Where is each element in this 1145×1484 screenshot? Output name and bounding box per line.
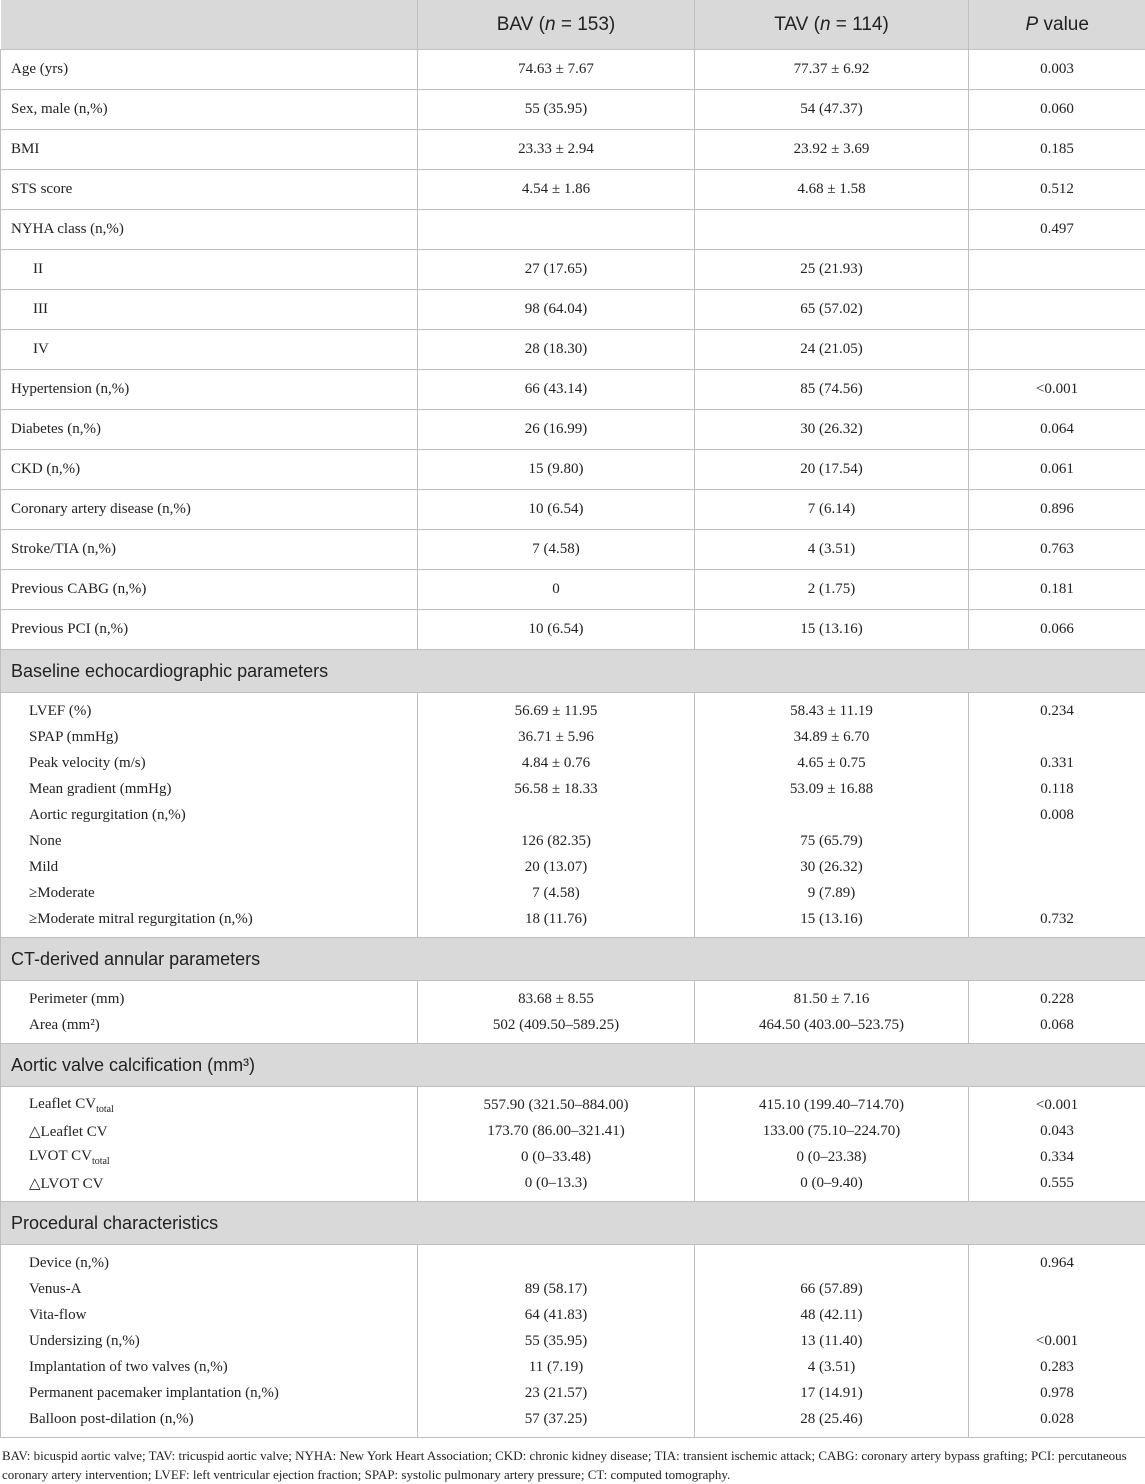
tav-value: 65 (57.02) — [695, 290, 969, 330]
row-label — [1, 828, 418, 854]
section-title: CT-derived annular parameters — [1, 938, 1145, 981]
tav-value: 15 (13.16) — [695, 610, 969, 650]
tav-value: 24 (21.05) — [695, 330, 969, 370]
p-value: 0.283 — [969, 1354, 1145, 1380]
p-value: 0.234 — [969, 698, 1145, 724]
row-label — [1, 750, 418, 776]
tav-value: 415.10 (199.40–714.70) — [695, 1092, 969, 1118]
row-label-text: ≥Moderate — [29, 885, 95, 901]
p-value: 0.061 — [969, 450, 1145, 490]
row-label — [1, 906, 418, 932]
bav-value: 98 (64.04) — [418, 290, 695, 330]
spacer-cell — [1, 1432, 418, 1438]
table-row — [1, 1092, 1145, 1118]
header-tav: TAV (n = 114) — [695, 0, 969, 50]
row-label — [1, 1092, 418, 1118]
bav-value: 4.84 ± 0.76 — [418, 750, 695, 776]
bav-value: 74.63 ± 7.67 — [418, 50, 695, 90]
table-row — [1, 698, 1145, 724]
bav-value: 18 (11.76) — [418, 906, 695, 932]
table-row — [1, 906, 1145, 932]
p-value: 0.763 — [969, 530, 1145, 570]
row-label-text: LVOT CV — [29, 1148, 92, 1164]
table-row — [1, 410, 1145, 450]
bav-value: 0 — [418, 570, 695, 610]
tav-value: 23.92 ± 3.69 — [695, 130, 969, 170]
tav-value: 2 (1.75) — [695, 570, 969, 610]
tav-value: 58.43 ± 11.19 — [695, 698, 969, 724]
p-value: 0.185 — [969, 130, 1145, 170]
row-label: Hypertension (n,%) — [1, 370, 418, 410]
row-label-text: LVEF (%) — [29, 703, 91, 719]
tav-value — [695, 802, 969, 828]
tav-value: 34.89 ± 6.70 — [695, 724, 969, 750]
p-value: 0.978 — [969, 1380, 1145, 1406]
p-value: <0.001 — [969, 1328, 1145, 1354]
bav-value: 27 (17.65) — [418, 250, 695, 290]
row-label: STS score — [1, 170, 418, 210]
row-label: Previous CABG (n,%) — [1, 570, 418, 610]
row-label-text: Undersizing (n,%) — [29, 1333, 140, 1349]
table-row — [1, 986, 1145, 1012]
table-row — [1, 250, 1145, 290]
table-row — [1, 1354, 1145, 1380]
bav-value: 4.54 ± 1.86 — [418, 170, 695, 210]
p-value — [969, 330, 1145, 370]
p-value: 0.228 — [969, 986, 1145, 1012]
bav-value: 502 (409.50–589.25) — [418, 1012, 695, 1038]
row-label-text: Peak velocity (m/s) — [29, 755, 146, 771]
p-value: <0.001 — [969, 1092, 1145, 1118]
section-title: Aortic valve calcification (mm³) — [1, 1044, 1145, 1087]
row-label — [1, 880, 418, 906]
row-label-subscript: total — [92, 1156, 110, 1167]
bav-value: 57 (37.25) — [418, 1406, 695, 1432]
row-label: Diabetes (n,%) — [1, 410, 418, 450]
table-row — [1, 1380, 1145, 1406]
p-value — [969, 854, 1145, 880]
table-row — [1, 170, 1145, 210]
tav-value: 4.65 ± 0.75 — [695, 750, 969, 776]
p-value — [969, 290, 1145, 330]
p-value: 0.896 — [969, 490, 1145, 530]
tav-value: 0 (0–9.40) — [695, 1170, 969, 1196]
tav-value: 133.00 (75.10–224.70) — [695, 1118, 969, 1144]
header-variable — [1, 0, 418, 50]
row-label-text: Permanent pacemaker implantation (n,%) — [29, 1385, 279, 1401]
table-row — [1, 1276, 1145, 1302]
tav-value: 15 (13.16) — [695, 906, 969, 932]
table-row — [1, 750, 1145, 776]
bav-value: 23 (21.57) — [418, 1380, 695, 1406]
tav-value: 4 (3.51) — [695, 1354, 969, 1380]
row-label: III — [1, 290, 418, 330]
row-label-text: Balloon post-dilation (n,%) — [29, 1411, 194, 1427]
tav-value: 4 (3.51) — [695, 530, 969, 570]
bav-value: 56.58 ± 18.33 — [418, 776, 695, 802]
tav-value: 7 (6.14) — [695, 490, 969, 530]
p-value: 0.068 — [969, 1012, 1145, 1038]
tav-value: 85 (74.56) — [695, 370, 969, 410]
p-value: 0.008 — [969, 802, 1145, 828]
row-label-text: Implantation of two valves (n,%) — [29, 1359, 228, 1375]
bav-value: 557.90 (321.50–884.00) — [418, 1092, 695, 1118]
table-row — [1, 490, 1145, 530]
tav-value: 13 (11.40) — [695, 1328, 969, 1354]
spacer-cell — [418, 1432, 695, 1438]
row-label-text: Aortic regurgitation (n,%) — [29, 807, 186, 823]
row-label-text: △Leaflet CV — [29, 1124, 108, 1140]
bav-value: 64 (41.83) — [418, 1302, 695, 1328]
tav-value: 20 (17.54) — [695, 450, 969, 490]
table-row — [1, 880, 1145, 906]
spacer-cell — [695, 1432, 969, 1438]
row-label-text: ≥Moderate mitral regurgitation (n,%) — [29, 911, 253, 927]
tav-value: 9 (7.89) — [695, 880, 969, 906]
table-row — [1, 1118, 1145, 1144]
row-label-text: Perimeter (mm) — [29, 991, 124, 1007]
section-header — [1, 938, 1145, 981]
row-label: NYHA class (n,%) — [1, 210, 418, 250]
row-label-text: Venus-A — [29, 1281, 82, 1297]
bav-value: 55 (35.95) — [418, 90, 695, 130]
table-row — [1, 610, 1145, 650]
row-label — [1, 1118, 418, 1144]
tav-value: 17 (14.91) — [695, 1380, 969, 1406]
row-label: CKD (n,%) — [1, 450, 418, 490]
bav-value: 7 (4.58) — [418, 880, 695, 906]
row-label-text: △LVOT CV — [29, 1176, 103, 1192]
table-row — [1, 1144, 1145, 1170]
tav-value: 81.50 ± 7.16 — [695, 986, 969, 1012]
bav-value: 89 (58.17) — [418, 1276, 695, 1302]
row-label — [1, 986, 418, 1012]
p-value — [969, 1302, 1145, 1328]
row-label — [1, 1380, 418, 1406]
p-value: 0.028 — [969, 1406, 1145, 1432]
tav-value: 30 (26.32) — [695, 854, 969, 880]
table-row — [1, 50, 1145, 90]
p-value: 0.066 — [969, 610, 1145, 650]
tav-value — [695, 210, 969, 250]
p-value: 0.060 — [969, 90, 1145, 130]
table-row — [1, 450, 1145, 490]
spacer-cell — [969, 1432, 1145, 1438]
row-label — [1, 802, 418, 828]
row-label: Coronary artery disease (n,%) — [1, 490, 418, 530]
table-row — [1, 130, 1145, 170]
p-value — [969, 828, 1145, 854]
row-label: Age (yrs) — [1, 50, 418, 90]
bav-value: 173.70 (86.00–321.41) — [418, 1118, 695, 1144]
table-row — [1, 854, 1145, 880]
p-value: 0.334 — [969, 1144, 1145, 1170]
spacer-row — [1, 1432, 1145, 1438]
row-label-subscript: total — [96, 1104, 114, 1115]
tav-value: 25 (21.93) — [695, 250, 969, 290]
tav-value: 4.68 ± 1.58 — [695, 170, 969, 210]
tav-value: 464.50 (403.00–523.75) — [695, 1012, 969, 1038]
p-value: 0.555 — [969, 1170, 1145, 1196]
bav-value: 56.69 ± 11.95 — [418, 698, 695, 724]
table-row — [1, 1406, 1145, 1432]
bav-value: 15 (9.80) — [418, 450, 695, 490]
tav-value: 28 (25.46) — [695, 1406, 969, 1432]
bav-value: 0 (0–33.48) — [418, 1144, 695, 1170]
tav-value: 77.37 ± 6.92 — [695, 50, 969, 90]
row-label — [1, 854, 418, 880]
row-label — [1, 698, 418, 724]
row-label — [1, 1012, 418, 1038]
tav-value: 75 (65.79) — [695, 828, 969, 854]
header-p-value: P value — [969, 0, 1145, 50]
table-row — [1, 570, 1145, 610]
row-label-text: Device (n,%) — [29, 1255, 109, 1271]
row-label: IV — [1, 330, 418, 370]
table-row — [1, 1250, 1145, 1276]
table-row — [1, 210, 1145, 250]
p-value: 0.003 — [969, 50, 1145, 90]
table-header-row — [1, 0, 1145, 50]
table-footnote: BAV: bicuspid aortic valve; TAV: tricuspid aortic valve; NYHA: New York Heart Association; CKD: chronic kidney disease; TIA: transient ischemic attack; CABG: coronary artery bypass grafting; PCI: percutaneous coronary artery intervention; LVEF: left ventricular ejection fraction; SPAP: systolic pulmonary artery pressure; CT: computed tomography. — [0, 1438, 1144, 1484]
bav-value: 23.33 ± 2.94 — [418, 130, 695, 170]
row-label-text: None — [29, 833, 62, 849]
table-row — [1, 530, 1145, 570]
table-row — [1, 330, 1145, 370]
row-label-text: SPAP (mmHg) — [29, 729, 118, 745]
p-value: 0.497 — [969, 210, 1145, 250]
bav-value: 7 (4.58) — [418, 530, 695, 570]
tav-value: 54 (47.37) — [695, 90, 969, 130]
tav-value: 53.09 ± 16.88 — [695, 776, 969, 802]
table-row — [1, 724, 1145, 750]
bav-value: 28 (18.30) — [418, 330, 695, 370]
bav-value: 20 (13.07) — [418, 854, 695, 880]
tav-value: 66 (57.89) — [695, 1276, 969, 1302]
section-header — [1, 1202, 1145, 1245]
section-header — [1, 650, 1145, 693]
row-label-text: Vita-flow — [29, 1307, 86, 1323]
table-row — [1, 1302, 1145, 1328]
p-value: 0.964 — [969, 1250, 1145, 1276]
bav-value: 11 (7.19) — [418, 1354, 695, 1380]
p-value: <0.001 — [969, 370, 1145, 410]
table-row — [1, 290, 1145, 330]
tav-value — [695, 1250, 969, 1276]
p-value: 0.118 — [969, 776, 1145, 802]
header-bav: BAV (n = 153) — [418, 0, 695, 50]
section-title: Baseline echocardiographic parameters — [1, 650, 1145, 693]
p-value: 0.064 — [969, 410, 1145, 450]
row-label-text: Mean gradient (mmHg) — [29, 781, 171, 797]
bav-value — [418, 210, 695, 250]
p-value: 0.512 — [969, 170, 1145, 210]
row-label — [1, 1354, 418, 1380]
p-value: 0.732 — [969, 906, 1145, 932]
table-row — [1, 776, 1145, 802]
row-label — [1, 1328, 418, 1354]
bav-value — [418, 1250, 695, 1276]
row-label: Stroke/TIA (n,%) — [1, 530, 418, 570]
p-value — [969, 1276, 1145, 1302]
table-row — [1, 828, 1145, 854]
bav-value: 55 (35.95) — [418, 1328, 695, 1354]
table-row — [1, 1170, 1145, 1196]
row-label — [1, 1276, 418, 1302]
row-label-text: Leaflet CV — [29, 1096, 96, 1112]
p-value: 0.181 — [969, 570, 1145, 610]
table-row — [1, 1012, 1145, 1038]
table-row — [1, 802, 1145, 828]
section-title: Procedural characteristics — [1, 1202, 1145, 1245]
bav-value: 126 (82.35) — [418, 828, 695, 854]
bav-value: 26 (16.99) — [418, 410, 695, 450]
row-label — [1, 1170, 418, 1196]
table-row — [1, 1328, 1145, 1354]
bav-value: 0 (0–13.3) — [418, 1170, 695, 1196]
bav-value: 10 (6.54) — [418, 490, 695, 530]
bav-value: 10 (6.54) — [418, 610, 695, 650]
row-label-text: Area (mm²) — [29, 1017, 100, 1033]
bav-value: 83.68 ± 8.55 — [418, 986, 695, 1012]
bav-value: 36.71 ± 5.96 — [418, 724, 695, 750]
section-header — [1, 1044, 1145, 1087]
tav-value: 30 (26.32) — [695, 410, 969, 450]
row-label — [1, 1144, 418, 1170]
bav-value: 66 (43.14) — [418, 370, 695, 410]
row-label — [1, 1250, 418, 1276]
row-label-text: Mild — [29, 859, 58, 875]
p-value: 0.043 — [969, 1118, 1145, 1144]
row-label — [1, 1302, 418, 1328]
tav-value: 48 (42.11) — [695, 1302, 969, 1328]
row-label: II — [1, 250, 418, 290]
tav-value: 0 (0–23.38) — [695, 1144, 969, 1170]
p-value — [969, 880, 1145, 906]
bav-value — [418, 802, 695, 828]
p-value — [969, 250, 1145, 290]
row-label: Previous PCI (n,%) — [1, 610, 418, 650]
table-row — [1, 90, 1145, 130]
row-label: Sex, male (n,%) — [1, 90, 418, 130]
table-row — [1, 370, 1145, 410]
row-label — [1, 724, 418, 750]
p-value — [969, 724, 1145, 750]
row-label — [1, 1406, 418, 1432]
row-label — [1, 776, 418, 802]
row-label: BMI — [1, 130, 418, 170]
p-value: 0.331 — [969, 750, 1145, 776]
